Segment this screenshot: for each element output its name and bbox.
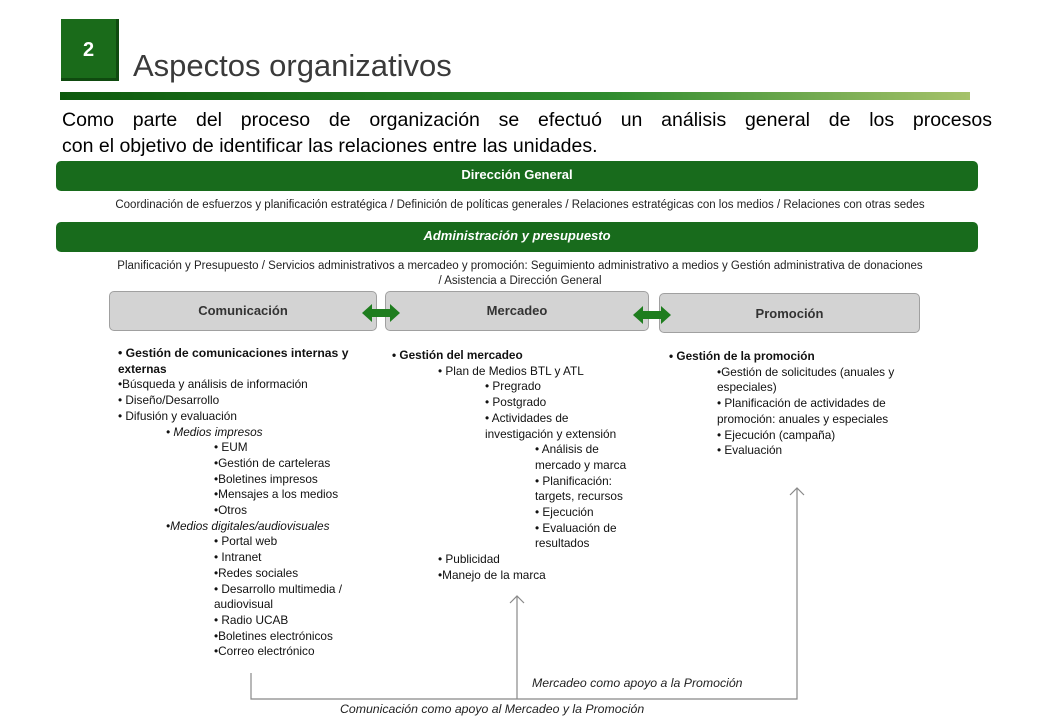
- list-item: • Pregrado: [485, 379, 541, 394]
- list-item: targets, recursos: [535, 489, 623, 504]
- unit-mercadeo: Mercadeo: [385, 291, 649, 331]
- list-item: • Diseño/Desarrollo: [118, 393, 220, 408]
- comunicacion-heading-line-2: externas: [118, 361, 167, 376]
- intro-line-1: Como parte del proceso de organización se efectuó un análisis general de los procesos: [62, 109, 992, 131]
- list-item: • Postgrado: [485, 395, 547, 410]
- list-item: •Gestión de solicitudes (anuales y: [717, 364, 895, 379]
- list-item: investigación y extensión: [485, 426, 617, 441]
- medios-digitales-label: •Medios digitales/audiovisuales: [166, 518, 330, 533]
- list-item: • Ejecución (campaña): [717, 427, 836, 442]
- administracion-desc-line-1: Planificación y Presupuesto / Servicios administrativos a mercadeo y promoción: Seguimiento administrativo a medios y Gestión administrativa de donaciones: [117, 260, 923, 272]
- list-item: • Plan de Medios BTL y ATL: [438, 363, 584, 378]
- list-item: •Búsqueda y análisis de información: [118, 377, 308, 392]
- list-item: •Manejo de la marca: [438, 567, 546, 582]
- mercadeo-heading: • Gestión del mercadeo: [392, 348, 523, 362]
- list-item: • Evaluación de: [535, 520, 617, 535]
- list-item: • Desarrollo multimedia /: [214, 581, 343, 596]
- comunicacion-heading-line-1: • Gestión de comunicaciones internas y: [118, 346, 349, 360]
- administracion-desc-line-2: / Asistencia a Dirección General: [438, 275, 602, 287]
- list-item: • Ejecución: [535, 505, 594, 520]
- list-item: • EUM: [214, 440, 248, 455]
- administracion-bar: Administración y presupuesto: [56, 222, 978, 252]
- direccion-general-bar: Dirección General: [56, 161, 978, 191]
- list-item: •Correo electrónico: [214, 644, 315, 659]
- intro-line-2: con el objetivo de identificar las relaciones entre las unidades.: [62, 135, 598, 157]
- section-number-badge: 2: [61, 19, 119, 81]
- caption-comunicacion-apoyo: Comunicación como apoyo al Mercadeo y la Promoción: [340, 702, 645, 716]
- list-item: •Boletines electrónicos: [214, 628, 333, 643]
- unit-comunicacion: Comunicación: [109, 291, 377, 331]
- list-item: •Gestión de carteleras: [214, 455, 331, 470]
- caption-mercadeo-promocion: Mercadeo como apoyo a la Promoción: [532, 676, 743, 690]
- promocion-heading: • Gestión de la promoción: [669, 349, 815, 363]
- direccion-general-description: Coordinación de esfuerzos y planificación estratégica / Definición de políticas generales / Relaciones estratégicas con los medios / Relaciones con otras sedes: [115, 199, 925, 211]
- list-item: • Evaluación: [717, 443, 783, 458]
- list-item: audiovisual: [214, 597, 274, 612]
- list-item: • Difusión y evaluación: [118, 408, 237, 423]
- list-item: promoción: anuales y especiales: [717, 411, 889, 426]
- list-item: • Actividades de: [485, 410, 569, 425]
- list-item: •Boletines impresos: [214, 471, 318, 486]
- medios-impresos-label: • Medios impresos: [166, 424, 263, 439]
- list-item: •Otros: [214, 503, 247, 518]
- list-item: • Planificación:: [535, 473, 612, 488]
- list-item: • Radio UCAB: [214, 612, 289, 627]
- page-title: Aspectos organizativos: [133, 48, 452, 83]
- list-item: • Análisis de: [535, 442, 599, 457]
- list-item: mercado y marca: [535, 457, 627, 472]
- unit-promocion: Promoción: [659, 293, 920, 333]
- list-item: •Mensajes a los medios: [214, 487, 339, 502]
- list-item: • Intranet: [214, 550, 262, 565]
- list-item: •Redes sociales: [214, 565, 299, 580]
- list-item: • Portal web: [214, 534, 278, 549]
- list-item: • Planificación de actividades de: [717, 396, 886, 411]
- list-item: • Publicidad: [438, 552, 500, 567]
- list-item: especiales): [717, 380, 777, 395]
- list-item: resultados: [535, 536, 590, 551]
